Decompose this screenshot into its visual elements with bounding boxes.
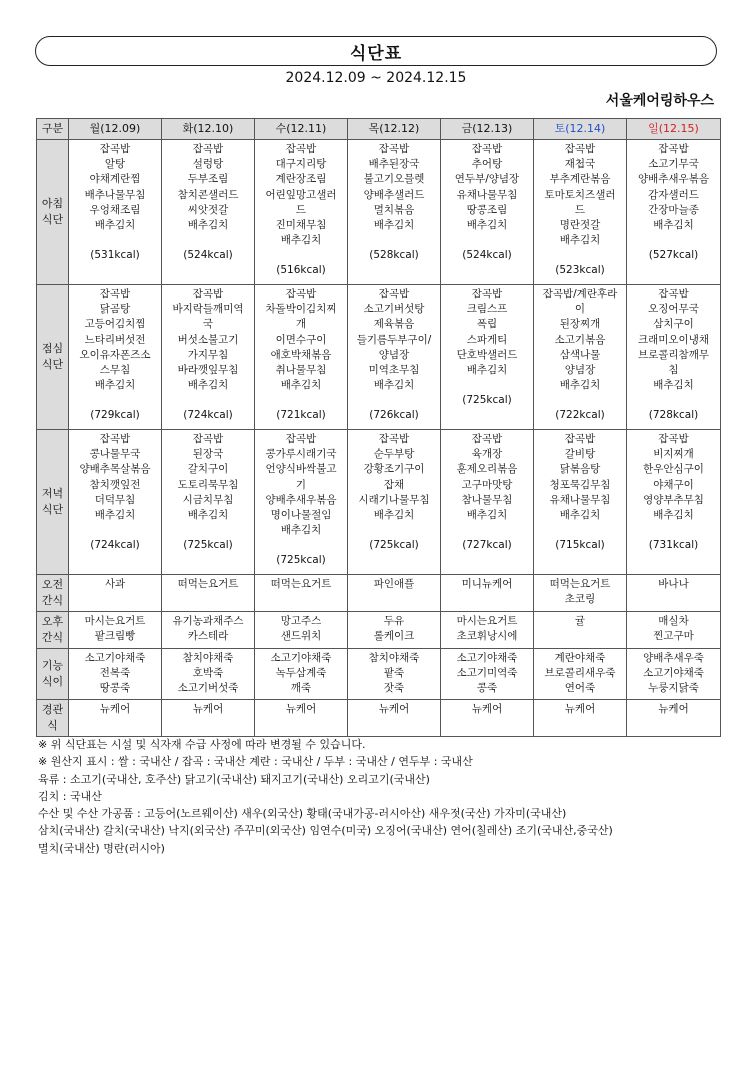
menu-cell	[69, 285, 162, 430]
menu-items: 두유 롤케이크	[373, 615, 415, 643]
header-day: 목(12.12)	[348, 119, 441, 140]
calorie-label: (727kcal)	[462, 539, 512, 552]
title-box	[35, 36, 717, 66]
menu-cell	[162, 700, 255, 737]
menu-cell	[69, 430, 162, 575]
menu-cell	[348, 430, 441, 575]
meal-table	[36, 118, 721, 737]
calorie-label: (528kcal)	[369, 249, 419, 262]
menu-cell	[627, 700, 721, 737]
row-breakfast	[37, 140, 721, 285]
menu-cell	[69, 612, 162, 649]
row-special-diet	[37, 649, 721, 700]
menu-items: 잡곡밥 대구지리탕 계란장조림 어린잎망고샐러 드 진미채무침 배추김치	[265, 143, 337, 247]
row-dinner	[37, 430, 721, 575]
menu-items: 떠먹는요거트 초코링	[549, 578, 611, 606]
header-day: 월(12.09)	[69, 119, 162, 140]
menu-cell	[441, 285, 534, 430]
calorie-label: (729kcal)	[90, 409, 140, 422]
menu-items: 마시는요거트 팥크림빵	[84, 615, 146, 643]
row-label-text: 오후 간식	[41, 615, 64, 644]
note-line: 수산 및 수산 가공품 : 고등어(노르웨이산) 새우(외국산) 황태(국내가공-러시아산) 새우젓(국산) 가자미(국내산)	[38, 807, 567, 821]
menu-cell	[348, 140, 441, 285]
menu-items: 파인애플	[373, 578, 415, 590]
menu-items: 잡곡밥 콩가루시래기국 언양식바싹불고 기 양배추새우볶음 명이나물절임 배추김치	[265, 433, 337, 537]
menu-items: 양배추새우죽 소고기야채죽 누룽지닭죽	[643, 652, 704, 695]
menu-cell	[441, 430, 534, 575]
menu-cell	[534, 575, 627, 612]
calorie-label: (726kcal)	[369, 409, 419, 422]
menu-items: 뉴케어	[564, 703, 596, 715]
note-line: ※ 원산지 표시 : 쌀 : 국내산 / 잡곡 : 국내산 계란 : 국내산 / 두부 : 국내산 / 연두부 : 국내산	[38, 755, 473, 769]
menu-cell	[441, 700, 534, 737]
menu-cell	[534, 285, 627, 430]
header-day: 수(12.11)	[255, 119, 348, 140]
menu-items: 계란야채죽 브로콜리새우죽 연어죽	[544, 652, 616, 695]
menu-cell	[534, 430, 627, 575]
row-label	[37, 285, 69, 430]
calorie-label: (725kcal)	[276, 554, 326, 567]
menu-cell	[162, 575, 255, 612]
menu-items: 뉴케어	[285, 703, 317, 715]
row-label	[37, 575, 69, 612]
row-label	[37, 612, 69, 649]
calorie-label: (527kcal)	[648, 249, 699, 262]
calorie-label: (524kcal)	[183, 249, 233, 262]
menu-cell	[162, 140, 255, 285]
row-label	[37, 649, 69, 700]
menu-cell	[69, 575, 162, 612]
menu-items: 잡곡밥 된장국 갈치구이 도토리묵무침 시금치무침 배추김치	[177, 433, 239, 522]
menu-cell	[441, 649, 534, 700]
calorie-label: (531kcal)	[90, 249, 140, 262]
row-label-text: 기능 식이	[41, 659, 64, 688]
menu-cell	[162, 285, 255, 430]
menu-items: 참치야채죽 호박죽 소고기버섯죽	[177, 652, 239, 695]
menu-items: 바나나	[658, 578, 689, 590]
menu-items: 잡곡밥/계란후라 이 된장찌개 소고기볶음 삼색나물 양념장 배추김치	[542, 288, 618, 392]
menu-items: 소고기야채죽 전복죽 땅콩죽	[84, 652, 146, 695]
menu-items: 뉴케어	[99, 703, 131, 715]
menu-items: 잡곡밥 바지락들깨미역 국 버섯소불고기 가지무침 바라깻잎무침 배추김치	[172, 288, 244, 392]
menu-cell	[255, 700, 348, 737]
menu-cell	[255, 140, 348, 285]
menu-cell	[627, 575, 721, 612]
menu-items: 유기농과채주스 카스테라	[172, 615, 244, 643]
row-label	[37, 430, 69, 575]
menu-cell	[441, 612, 534, 649]
menu-cell	[627, 649, 721, 700]
calorie-label: (725kcal)	[462, 394, 512, 407]
calorie-label: (724kcal)	[183, 409, 233, 422]
calorie-label: (724kcal)	[90, 539, 140, 552]
menu-cell	[255, 649, 348, 700]
menu-items: 뉴케어	[471, 703, 503, 715]
row-label-text: 저녁 식단	[41, 487, 64, 516]
row-label-text: 점심 식단	[41, 342, 64, 371]
calorie-label: (731kcal)	[648, 539, 699, 552]
calorie-label: (721kcal)	[276, 409, 326, 422]
menu-cell	[348, 575, 441, 612]
menu-items: 떠먹는요거트	[270, 578, 332, 590]
menu-items: 미니뉴케어	[461, 578, 513, 590]
header-day-sunday: 일(12.15)	[627, 119, 721, 140]
menu-items: 뉴케어	[658, 703, 689, 715]
menu-cell	[162, 612, 255, 649]
row-afternoon-snack	[37, 612, 721, 649]
menu-cell	[348, 700, 441, 737]
menu-items: 마시는요거트 초코휘낭시에	[456, 615, 518, 643]
row-morning-snack	[37, 575, 721, 612]
note-line: 김치 : 국내산	[38, 789, 102, 803]
menu-cell	[162, 649, 255, 700]
menu-items: 잡곡밥 설렁탕 두부조림 참치콘샐러드 씨앗젓갈 배추김치	[177, 143, 239, 232]
menu-items: 잡곡밥 차돌박이김치찌 개 이면수구이 애호박채볶음 취나물무침 배추김치	[265, 288, 337, 392]
menu-items: 잡곡밥 알탕 야채계란찜 배추나물무침 우엉채조림 배추김치	[84, 143, 146, 232]
menu-cell	[534, 700, 627, 737]
menu-cell	[534, 612, 627, 649]
calorie-label: (524kcal)	[462, 249, 512, 262]
menu-cell	[255, 575, 348, 612]
menu-cell	[627, 612, 721, 649]
calorie-label: (728kcal)	[648, 409, 699, 422]
menu-cell	[255, 285, 348, 430]
row-label-text: 아침 식단	[41, 197, 64, 226]
menu-items: 뉴케어	[192, 703, 224, 715]
menu-items: 잡곡밥 소고기무국 양배추새우볶음 감자샐러드 간장마늘종 배추김치	[637, 143, 709, 232]
calorie-label: (722kcal)	[555, 409, 605, 422]
notes	[38, 736, 728, 857]
menu-cell	[69, 700, 162, 737]
menu-items: 잡곡밥 재첩국 부추계란볶음 토마토치즈샐러 드 명란젓갈 배추김치	[544, 143, 616, 247]
menu-items: 매실차 찐고구마	[653, 615, 694, 643]
menu-items: 사과	[104, 578, 126, 590]
menu-cell	[534, 649, 627, 700]
menu-cell	[627, 140, 721, 285]
menu-items: 소고기야채죽 녹두삼계죽 깨죽	[270, 652, 332, 695]
menu-items: 잡곡밥 소고기버섯탕 제육볶음 들기름두부구이/ 양념장 미역초무침 배추김치	[356, 288, 432, 392]
menu-items: 소고기야채죽 소고기미역죽 콩죽	[456, 652, 518, 695]
menu-cell	[627, 285, 721, 430]
calorie-label: (725kcal)	[369, 539, 419, 552]
row-label-text: 경관 식	[41, 703, 64, 732]
menu-cell	[627, 430, 721, 575]
menu-items: 잡곡밥 갈비탕 닭볶음탕 청포묵김무침 유채나물무침 배추김치	[549, 433, 611, 522]
menu-items: 떠먹는요거트	[177, 578, 239, 590]
menu-cell	[348, 649, 441, 700]
note-line: 육류 : 소고기(국내산, 호주산) 닭고기(국내산) 돼지고기(국내산) 오리고기(국내산)	[38, 772, 430, 786]
menu-items: 잡곡밥 순두부탕 강황조기구이 잡채 시래기나물무침 배추김치	[358, 433, 430, 522]
row-tube-feeding	[37, 700, 721, 737]
row-label-text: 오전 간식	[41, 578, 64, 607]
row-lunch	[37, 285, 721, 430]
menu-cell	[69, 140, 162, 285]
menu-cell	[534, 140, 627, 285]
menu-cell	[162, 430, 255, 575]
calorie-label: (725kcal)	[183, 539, 233, 552]
menu-items: 잡곡밥 추어탕 연두부/양념장 유채나물무침 땅콩조림 배추김치	[454, 143, 520, 232]
header-day-saturday: 토(12.14)	[534, 119, 627, 140]
menu-cell	[348, 285, 441, 430]
calorie-label: (516kcal)	[276, 264, 326, 277]
menu-items: 잡곡밥 육개장 훈제오리볶음 고구마맛탕 참나물무침 배추김치	[456, 433, 518, 522]
menu-cell	[441, 140, 534, 285]
header-corner: 구분	[37, 119, 69, 140]
menu-items: 잡곡밥 크림스프 폭립 스파게티 단호박샐러드 배추김치	[456, 288, 518, 377]
calorie-label: (715kcal)	[555, 539, 605, 552]
header-day: 화(12.10)	[162, 119, 255, 140]
menu-cell	[255, 612, 348, 649]
menu-items: 망고주스 샌드위치	[280, 615, 322, 643]
menu-cell	[441, 575, 534, 612]
menu-items: 잡곡밥 콩나물무국 양배추목살볶음 참치깻잎전 더덕무침 배추김치	[79, 433, 151, 522]
menu-items: 참치야채죽 팥죽 잣죽	[368, 652, 420, 695]
row-label	[37, 140, 69, 285]
note-line: 멸치(국내산) 명란(러시아)	[38, 841, 165, 855]
menu-cell	[69, 649, 162, 700]
note-line: ※ 위 식단표는 시설 및 식자재 수급 사정에 따라 변경될 수 있습니다.	[38, 738, 366, 751]
menu-cell	[255, 430, 348, 575]
menu-items: 잡곡밥 비지찌개 한우안심구이 야채구이 영양부추무침 배추김치	[643, 433, 704, 522]
menu-period: 2024.12.09 ~ 2024.12.15	[285, 70, 467, 86]
page-title: 식단표	[349, 43, 403, 64]
table-header-row	[37, 119, 721, 140]
note-line: 삼치(국내산) 갈치(국내산) 낙지(외국산) 주꾸미(외국산) 임연수(미국) 오징어(국내산) 연어(칠레산) 조기(국내산,중국산)	[38, 824, 613, 838]
menu-items: 잡곡밥 오징어무국 삼치구이 크래미오이냉채 브로콜리참깨무 침 배추김치	[637, 288, 709, 392]
row-label	[37, 700, 69, 737]
menu-cell	[348, 612, 441, 649]
header-day: 금(12.13)	[441, 119, 534, 140]
menu-items: 뉴케어	[378, 703, 410, 715]
calorie-label: (523kcal)	[555, 264, 605, 277]
menu-items: 귤	[574, 615, 586, 627]
organization-name: 서울케어링하우스	[605, 93, 714, 109]
menu-items: 잡곡밥 배추된장국 불고기오믈렛 양배추샐러드 멸치볶음 배추김치	[363, 143, 425, 232]
menu-items: 잡곡밥 닭곰탕 고등어김치찜 느타리버섯전 오이유자폰즈소 스무침 배추김치	[79, 288, 151, 392]
